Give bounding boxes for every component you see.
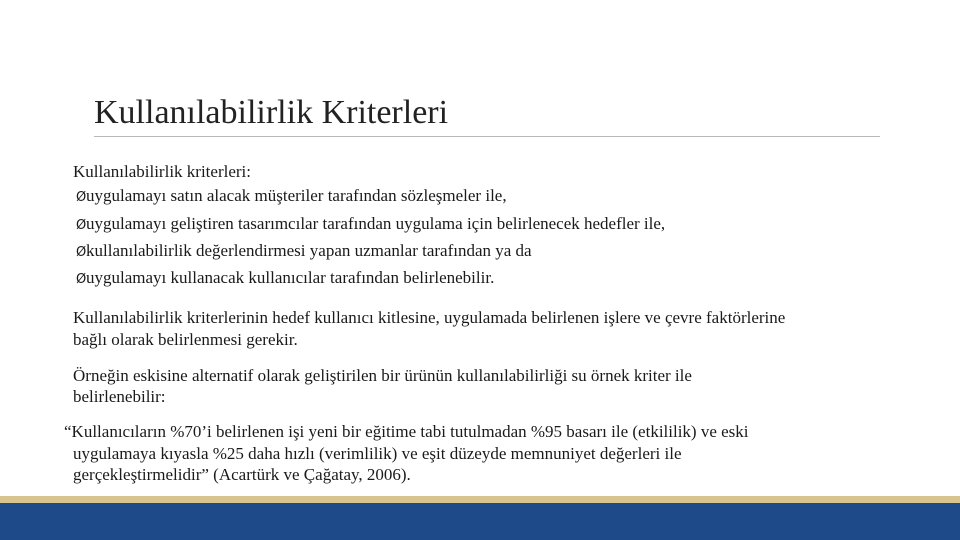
quote-line: “Kullanıcıların %70’i belirlenen işi yeni bir eğitime tabi tutulmadan %95 basarı ile (etkililik) ve eski [64, 422, 749, 441]
criteria-item [76, 240, 532, 263]
arrow-bullet-icon: Ø [76, 190, 87, 205]
criteria-intro: Kullanılabilirlik kriterleri: [73, 162, 251, 181]
quote-line: uygulamaya kıyasla %25 daha hızlı (verimlilik) ve eşit düzeyde memnuniyet değerleri ile [73, 444, 682, 463]
quote-line: gerçekleştirmelidir” (Acartürk ve Çağatay, 2006). [73, 465, 411, 484]
criteria-item [76, 185, 507, 208]
arrow-bullet-icon: Ø [76, 272, 87, 287]
criteria-item-text: uygulamayı satın alacak müşteriler tarafından sözleşmeler ile, [86, 186, 507, 205]
footer-blue-band [0, 503, 960, 540]
slide-title: Kullanılabilirlik Kriterleri [94, 94, 449, 131]
criteria-item [76, 213, 665, 236]
footer-gold-band [0, 496, 960, 503]
criteria-item-text: uygulamayı kullanacak kullanıcılar tarafından belirlenebilir. [86, 268, 495, 287]
criteria-item [76, 267, 494, 290]
paragraph-example-line: belirlenebilir: [73, 387, 166, 406]
arrow-bullet-icon: Ø [76, 218, 87, 233]
arrow-bullet-icon: Ø [76, 245, 87, 260]
paragraph-target-line: bağlı olarak belirlenmesi gerekir. [73, 330, 298, 349]
criteria-item-text: kullanılabilirlik değerlendirmesi yapan uzmanlar tarafından ya da [86, 241, 532, 260]
criteria-item-text: uygulamayı geliştiren tasarımcılar tarafından uygulama için belirlenecek hedefler ile, [86, 214, 666, 233]
paragraph-example-line: Örneğin eskisine alternatif olarak geliştirilen bir ürünün kullanılabilirliği su örnek kriter ile [73, 366, 692, 385]
paragraph-target-line: Kullanılabilirlik kriterlerinin hedef kullanıcı kitlesine, uygulamada belirlenen işlere ve çevre faktörlerine [73, 308, 786, 327]
